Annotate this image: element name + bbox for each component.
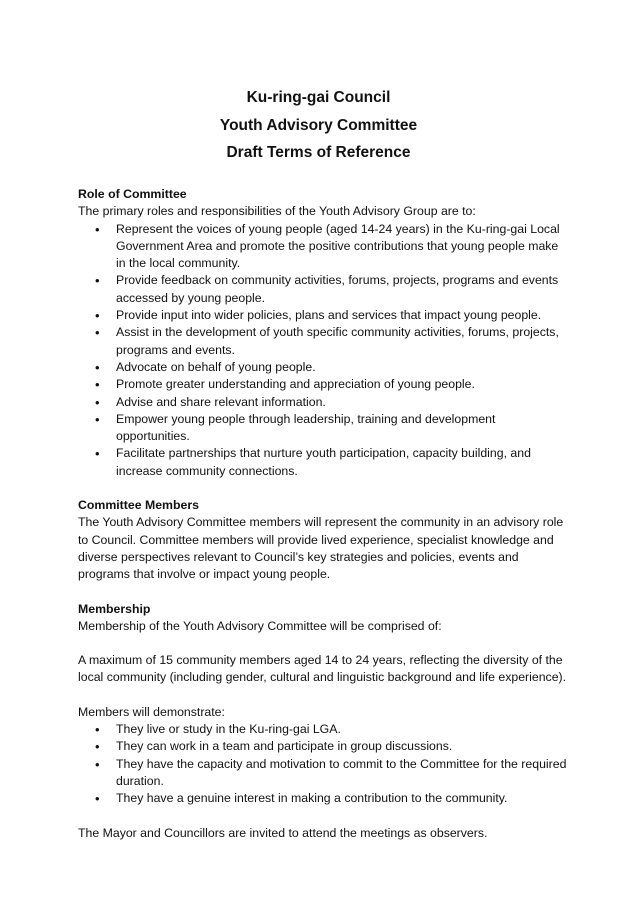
membership-observers: The Mayor and Councillors are invited to attend the meetings as observers. [78,825,488,840]
list-item: • They live or study in the Ku-ring-gai LGA. [78,721,568,738]
membership-heading: Membership [78,601,151,616]
spacer [78,687,568,704]
list-item: • Provide feedback on community activities, forums, projects, programs and events accessed by young people. [78,272,568,307]
list-item: • Represent the voices of young people (aged 14-24 years) in the Ku-ring-gai Local Government Area and promote the positive contributions that young people make in the local community. [78,221,568,273]
list-item: • Facilitate partnerships that nurture youth participation, capacity building, and increase community connections. [78,445,568,480]
members-heading: Committee Members [78,498,199,513]
list-item: • Provide input into wider policies, plans and services that impact young people. [78,307,568,324]
list-item: • They can work in a team and participate in group discussions. [78,738,568,755]
role-list [78,221,568,480]
spacer [78,635,568,652]
spacer [78,480,568,497]
membership-demonstrate-intro: Members will demonstrate: [78,704,225,719]
role-heading: Role of Committee [78,187,187,201]
membership-section [78,601,568,842]
list-item: • They have a genuine interest in making a contribution to the community. [78,790,568,807]
list-item: • Promote greater understanding and appreciation of young people. [78,376,568,393]
council-title: Ku-ring-gai Council [246,89,391,106]
list-item: • They have the capacity and motivation to commit to the Committee for the required duration. [78,756,568,791]
membership-list [78,721,568,807]
committee-title: Youth Advisory Committee [219,116,418,134]
list-item: • Advise and share relevant information. [78,394,568,411]
document-title-block [0,84,637,167]
list-item: • Empower young people through leadership, training and development opportunities. [78,411,568,446]
document-body [78,186,568,842]
list-item: • Assist in the development of youth specific community activities, forums, projects, programs and events. [78,324,568,359]
list-item: • Advocate on behalf of young people. [78,359,568,376]
membership-composition: A maximum of 15 community members aged 14 to 24 years, reflecting the diversity of the local community (including gender, cultural and linguistic background and life experience). [78,653,567,685]
role-intro: The primary roles and responsibilities of the Youth Advisory Group are to: [78,204,476,219]
members-text: The Youth Advisory Committee members will represent the community in an advisory role to Council. Committee members will provide lived experience, specialist knowledge and diverse perspectives relevant to Council’s key strategies and policies, events and programs that involve or impact young people. [78,515,564,582]
spacer [78,808,568,825]
spacer [78,584,568,601]
role-section [78,186,568,480]
document-subtitle: Draft Terms of Reference [226,144,411,161]
membership-intro: Membership of the Youth Advisory Committee will be comprised of: [78,618,442,633]
members-section [78,497,568,583]
